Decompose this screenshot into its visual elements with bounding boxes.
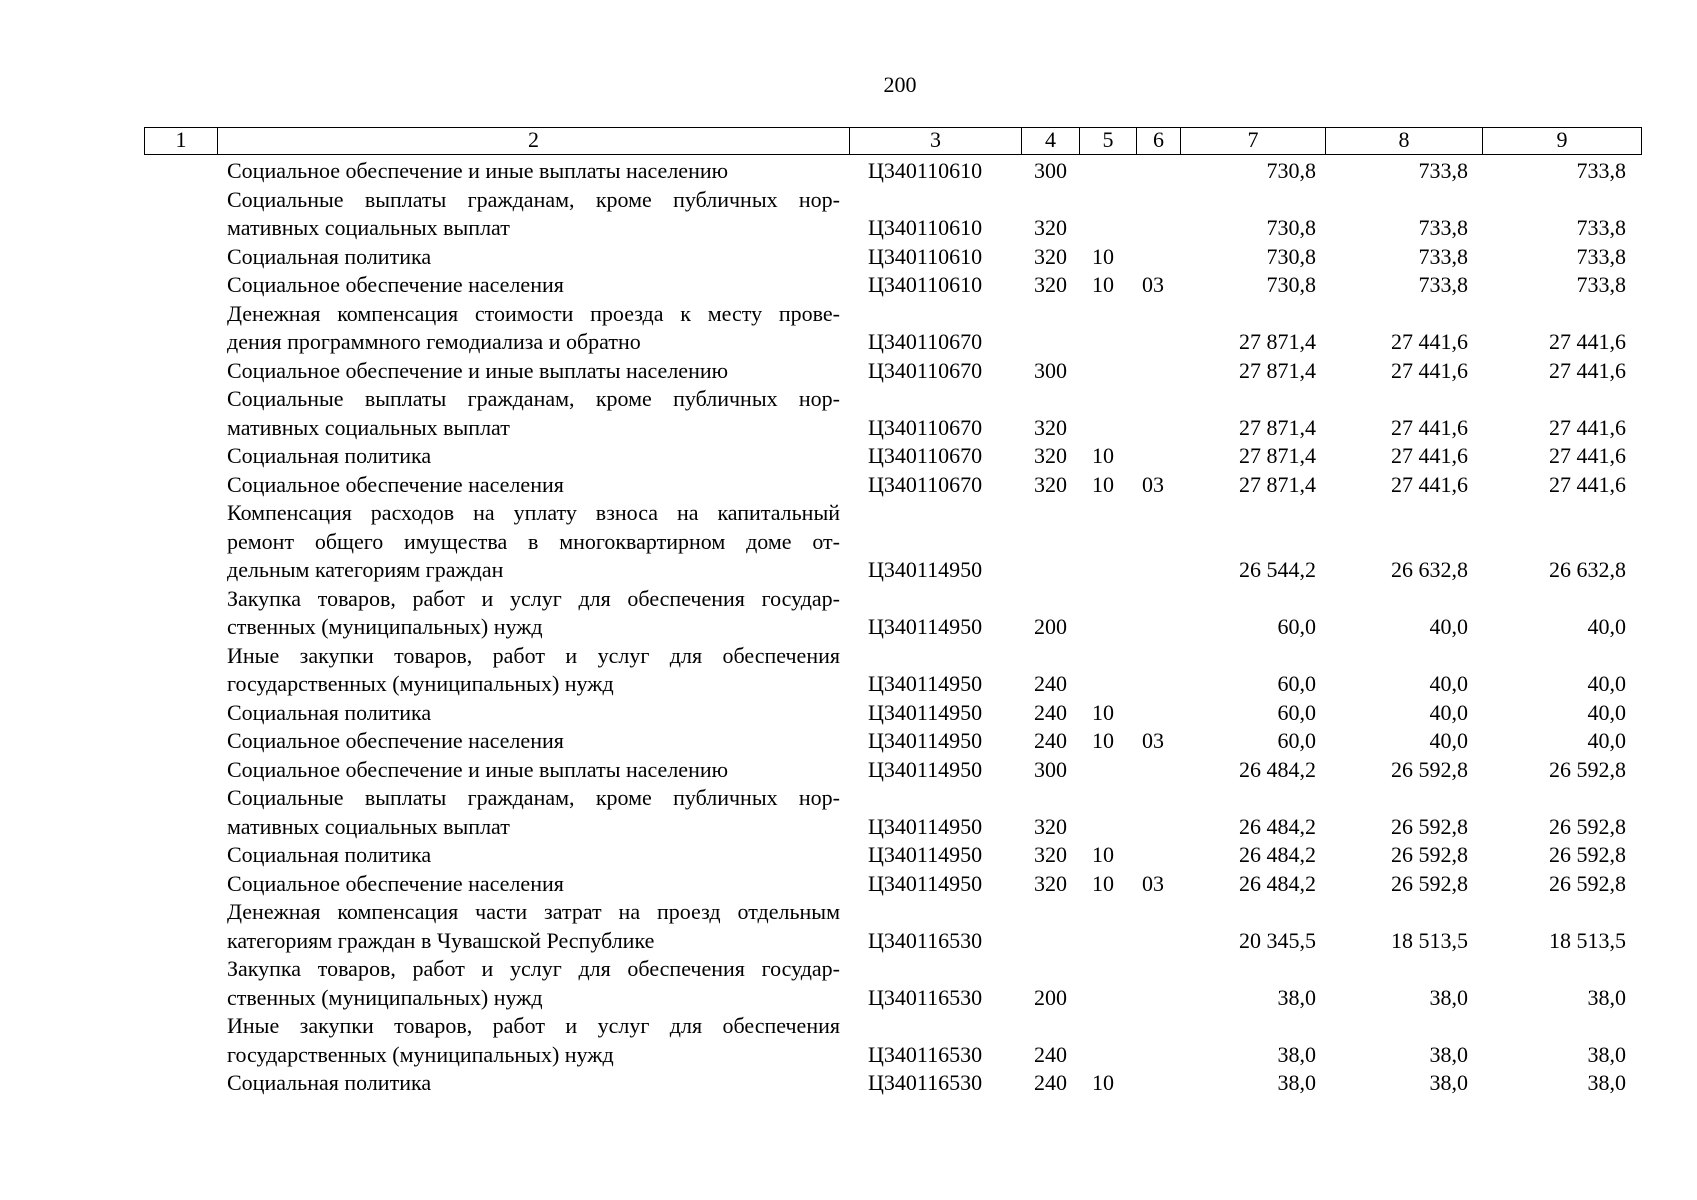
row-value-7: 27 871,4	[1239, 471, 1316, 497]
row-col-4: 300	[1034, 158, 1067, 183]
row-col-5: 10	[1092, 1070, 1114, 1095]
description-line: Социальное обеспечение населения	[227, 728, 564, 753]
row-description	[227, 243, 840, 272]
row-value-8: 40,0	[1429, 728, 1468, 753]
row-col-5: 10	[1092, 243, 1114, 269]
description-line: Социальные выплаты гражданам, кроме публичных нор-	[227, 186, 840, 212]
row-code: Ц340114950	[868, 813, 983, 839]
row-description	[227, 1069, 840, 1098]
row-value-9: 38,0	[1587, 1041, 1626, 1067]
row-value-9: 27 441,6	[1549, 443, 1626, 468]
row-value-8: 40,0	[1429, 671, 1468, 696]
row-value-8: 38,0	[1429, 1070, 1468, 1095]
table-row	[0, 870, 1697, 899]
header-col-8: 8	[1326, 128, 1483, 154]
table-row	[0, 243, 1697, 272]
row-code: Ц340110610	[868, 158, 983, 183]
row-description	[227, 271, 840, 300]
description-line: Закупка товаров, работ и услуг для обеспечения государ-	[227, 585, 840, 611]
table-row	[0, 357, 1697, 386]
row-code: Ц340114950	[868, 728, 983, 753]
description-line: Социальные выплаты гражданам, кроме публичных нор-	[227, 785, 840, 810]
row-code: Ц340114950	[868, 557, 983, 582]
row-value-7: 38,0	[1277, 984, 1316, 1010]
row-description	[227, 186, 840, 243]
header-col-4: 4	[1022, 128, 1080, 154]
description-line: ремонт общего имущества в многоквартирном доме от-	[227, 528, 840, 554]
row-value-8: 26 592,8	[1391, 756, 1468, 782]
row-value-9: 26 592,8	[1549, 813, 1626, 839]
row-col-4: 200	[1034, 984, 1067, 1010]
description-line: Социальная политика	[227, 699, 432, 725]
row-value-8: 27 441,6	[1391, 443, 1468, 468]
row-value-9: 40,0	[1587, 671, 1626, 696]
header-col-7: 7	[1181, 128, 1326, 154]
row-value-8: 27 441,6	[1391, 329, 1468, 354]
table-row	[0, 898, 1697, 955]
row-code: Ц340116530	[868, 1041, 983, 1067]
row-description	[227, 955, 840, 1012]
row-value-9: 27 441,6	[1549, 414, 1626, 440]
row-value-7: 20 345,5	[1239, 927, 1316, 953]
row-description	[227, 642, 840, 699]
description-line: государственных (муниципальных) нужд	[227, 671, 614, 696]
row-col-5: 10	[1092, 842, 1114, 867]
row-value-7: 26 484,2	[1239, 842, 1316, 867]
table-header	[144, 127, 1642, 155]
description-line: Компенсация расходов на уплату взноса на капитальный	[227, 500, 840, 525]
row-value-8: 40,0	[1429, 614, 1468, 639]
row-col-4: 240	[1034, 1041, 1067, 1067]
row-col-4: 320	[1034, 215, 1067, 240]
row-code: Ц340110670	[868, 414, 983, 440]
row-code: Ц340116530	[868, 984, 983, 1010]
table-row	[0, 271, 1697, 300]
row-col-4: 320	[1034, 813, 1067, 839]
header-col-6: 6	[1137, 128, 1181, 154]
row-value-7: 27 871,4	[1239, 414, 1316, 440]
row-col-4: 320	[1034, 842, 1067, 867]
description-line: государственных (муниципальных) нужд	[227, 1041, 614, 1067]
row-col-4: 200	[1034, 614, 1067, 639]
row-value-7: 26 484,2	[1239, 756, 1316, 782]
table-row	[0, 157, 1697, 186]
table-row	[0, 385, 1697, 442]
row-value-8: 38,0	[1429, 1041, 1468, 1067]
row-description	[227, 898, 840, 955]
table-row	[0, 784, 1697, 841]
row-value-7: 27 871,4	[1239, 329, 1316, 354]
row-code: Ц340110670	[868, 357, 983, 383]
description-line: Социальная политика	[227, 842, 432, 867]
row-value-8: 733,8	[1418, 272, 1468, 297]
row-code: Ц340110670	[868, 443, 983, 468]
header-col-5: 5	[1080, 128, 1137, 154]
description-line: ственных (муниципальных) нужд	[227, 614, 543, 639]
row-description	[227, 841, 840, 870]
row-description	[227, 499, 840, 585]
description-line: мативных социальных выплат	[227, 215, 510, 240]
description-line: категориям граждан в Чувашской Республике	[227, 927, 655, 953]
row-value-7: 26 484,2	[1239, 813, 1316, 839]
description-line: дения программного гемодиализа и обратно	[227, 329, 641, 354]
row-value-8: 733,8	[1418, 158, 1468, 183]
row-value-9: 40,0	[1587, 614, 1626, 639]
row-code: Ц340114950	[868, 699, 983, 725]
row-col-5: 10	[1092, 272, 1114, 297]
description-line: Социальное обеспечение населения	[227, 272, 564, 297]
row-col-6: 03	[1142, 728, 1164, 753]
page-number: 200	[883, 72, 917, 97]
row-value-9: 38,0	[1587, 984, 1626, 1010]
table-row	[0, 442, 1697, 471]
row-description	[227, 756, 840, 785]
row-value-7: 730,8	[1266, 243, 1316, 269]
row-value-9: 26 632,8	[1549, 557, 1626, 582]
row-value-9: 733,8	[1576, 243, 1626, 269]
row-code: Ц340114950	[868, 870, 983, 896]
row-value-8: 733,8	[1418, 243, 1468, 269]
row-description	[227, 442, 840, 471]
row-code: Ц340110670	[868, 471, 983, 497]
row-value-7: 26 484,2	[1239, 870, 1316, 896]
row-code: Ц340110610	[868, 243, 983, 269]
row-value-7: 27 871,4	[1239, 357, 1316, 383]
row-code: Ц340116530	[868, 1070, 983, 1095]
row-value-9: 26 592,8	[1549, 756, 1626, 782]
row-value-7: 60,0	[1277, 614, 1316, 639]
row-value-7: 38,0	[1277, 1041, 1316, 1067]
row-value-9: 40,0	[1587, 728, 1626, 753]
row-value-8: 26 592,8	[1391, 813, 1468, 839]
row-code: Ц340114950	[868, 671, 983, 696]
table-row	[0, 1069, 1697, 1098]
row-value-9: 733,8	[1576, 272, 1626, 297]
row-description	[227, 385, 840, 442]
description-line: Социальное обеспечение населения	[227, 471, 564, 497]
table-row	[0, 300, 1697, 357]
row-code: Ц340110610	[868, 215, 983, 240]
row-value-9: 733,8	[1576, 158, 1626, 183]
table-row	[0, 699, 1697, 728]
header-col-3: 3	[850, 128, 1022, 154]
row-value-8: 26 592,8	[1391, 870, 1468, 896]
row-description	[227, 870, 840, 899]
row-description	[227, 699, 840, 728]
header-col-2: 2	[218, 128, 850, 154]
row-col-4: 300	[1034, 756, 1067, 782]
description-line: Социальная политика	[227, 1070, 432, 1095]
description-line: Социальное обеспечение населения	[227, 870, 564, 896]
row-code: Ц340114950	[868, 756, 983, 782]
table-row	[0, 186, 1697, 243]
row-value-8: 27 441,6	[1391, 471, 1468, 497]
row-value-9: 38,0	[1587, 1070, 1626, 1095]
description-line: Социальная политика	[227, 443, 432, 468]
row-value-8: 733,8	[1418, 215, 1468, 240]
description-line: Денежная компенсация части затрат на проезд отдельным	[227, 899, 840, 924]
description-line: Социальное обеспечение и иные выплаты населению	[227, 158, 729, 183]
row-code: Ц340110610	[868, 272, 983, 297]
row-col-6: 03	[1142, 870, 1164, 896]
row-description	[227, 157, 840, 186]
description-line: Закупка товаров, работ и услуг для обеспечения государ-	[227, 956, 840, 981]
description-line: Социальное обеспечение и иные выплаты населению	[227, 756, 729, 782]
row-value-8: 26 592,8	[1391, 842, 1468, 867]
table-row	[0, 955, 1697, 1012]
table-row	[0, 471, 1697, 500]
table-row	[0, 642, 1697, 699]
table-row	[0, 585, 1697, 642]
row-description	[227, 471, 840, 500]
row-value-9: 26 592,8	[1549, 870, 1626, 896]
row-col-6: 03	[1142, 471, 1164, 497]
description-line: Иные закупки товаров, работ и услуг для обеспечения	[227, 1013, 840, 1038]
row-value-8: 18 513,5	[1391, 927, 1468, 953]
row-value-9: 733,8	[1576, 215, 1626, 240]
row-col-5: 10	[1092, 471, 1114, 497]
row-value-7: 730,8	[1266, 272, 1316, 297]
row-col-4: 320	[1034, 870, 1067, 896]
row-value-8: 26 632,8	[1391, 557, 1468, 582]
row-value-9: 27 441,6	[1549, 471, 1626, 497]
row-value-8: 38,0	[1429, 984, 1468, 1010]
row-value-9: 26 592,8	[1549, 842, 1626, 867]
row-description	[227, 1012, 840, 1069]
row-description	[227, 585, 840, 642]
table-row	[0, 727, 1697, 756]
row-col-5: 10	[1092, 443, 1114, 468]
row-col-4: 240	[1034, 1070, 1067, 1095]
row-value-7: 26 544,2	[1239, 557, 1316, 582]
row-description	[227, 784, 840, 841]
row-description	[227, 357, 840, 386]
row-value-9: 40,0	[1587, 699, 1626, 725]
table-body	[0, 157, 1697, 1098]
row-value-9: 27 441,6	[1549, 329, 1626, 354]
row-col-4: 320	[1034, 443, 1067, 468]
row-code: Ц340114950	[868, 614, 983, 639]
row-col-4: 320	[1034, 471, 1067, 497]
description-line: Социальное обеспечение и иные выплаты населению	[227, 357, 729, 383]
row-value-7: 730,8	[1266, 215, 1316, 240]
row-value-8: 27 441,6	[1391, 357, 1468, 383]
header-col-9: 9	[1556, 127, 1568, 152]
row-code: Ц340116530	[868, 927, 983, 953]
row-col-4: 320	[1034, 243, 1067, 269]
row-code: Ц340110670	[868, 329, 983, 354]
row-value-8: 40,0	[1429, 699, 1468, 725]
description-line: мативных социальных выплат	[227, 813, 510, 839]
table-row	[0, 756, 1697, 785]
row-col-6: 03	[1142, 272, 1164, 297]
row-description	[227, 300, 840, 357]
row-col-4: 320	[1034, 272, 1067, 297]
description-line: Социальные выплаты гражданам, кроме публичных нор-	[227, 386, 840, 411]
table-row	[0, 499, 1697, 585]
description-line: дельным категориям граждан	[227, 557, 504, 582]
description-line: Иные закупки товаров, работ и услуг для обеспечения	[227, 642, 840, 668]
row-col-4: 240	[1034, 728, 1067, 753]
description-line: ственных (муниципальных) нужд	[227, 984, 543, 1010]
row-value-7: 60,0	[1277, 728, 1316, 753]
table-row	[0, 841, 1697, 870]
description-line: мативных социальных выплат	[227, 414, 510, 440]
row-col-4: 240	[1034, 671, 1067, 696]
row-value-9: 27 441,6	[1549, 357, 1626, 383]
row-col-5: 10	[1092, 699, 1114, 725]
row-col-4: 320	[1034, 414, 1067, 440]
row-col-4: 300	[1034, 357, 1067, 383]
row-value-7: 38,0	[1277, 1070, 1316, 1095]
row-col-4: 240	[1034, 699, 1067, 725]
header-col-1: 1	[145, 128, 218, 154]
description-line: Денежная компенсация стоимости проезда к месту прове-	[227, 300, 840, 326]
row-description	[227, 727, 840, 756]
description-line: Социальная политика	[227, 243, 432, 269]
row-col-5: 10	[1092, 870, 1114, 896]
row-code: Ц340114950	[868, 842, 983, 867]
row-value-8: 27 441,6	[1391, 414, 1468, 440]
row-value-7: 60,0	[1277, 671, 1316, 696]
row-value-7: 730,8	[1266, 158, 1316, 183]
row-value-7: 60,0	[1277, 699, 1316, 725]
row-value-7: 27 871,4	[1239, 443, 1316, 468]
row-col-5: 10	[1092, 728, 1114, 753]
row-value-9: 18 513,5	[1549, 927, 1626, 953]
table-row	[0, 1012, 1697, 1069]
